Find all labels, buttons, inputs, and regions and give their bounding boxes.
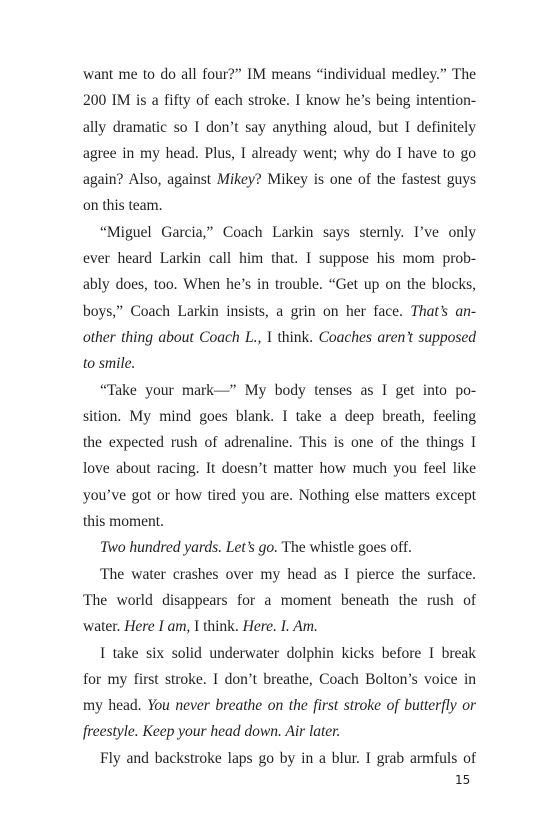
italic-text: Coaches aren’t supposed xyxy=(318,328,477,346)
text-run: I take six solid underwater dolphin kicks before I break xyxy=(100,644,476,662)
text-line xyxy=(83,351,476,377)
text-line xyxy=(83,509,476,535)
body-text xyxy=(83,62,476,772)
text-run: on this team. xyxy=(83,197,163,215)
text-run: Fly and backstroke laps go by in a blur. I grab armfuls of xyxy=(100,749,476,767)
text-line xyxy=(83,220,476,246)
text-run: ally dramatic so I don’t say anything aloud, but I definitely xyxy=(83,118,476,136)
text-line xyxy=(83,167,476,193)
italic-text: Two hundred yards. Let’s go. xyxy=(100,539,278,557)
text-line xyxy=(83,667,476,693)
text-run: you’ve got or how tired you are. Nothing else matters except xyxy=(83,486,476,504)
text-line xyxy=(83,641,476,667)
text-run: “Take your mark—” My body tenses as I get into po- xyxy=(100,381,476,399)
italic-text: Here I am, xyxy=(124,618,191,636)
text-line xyxy=(83,483,476,509)
text-run: this moment. xyxy=(83,513,164,531)
text-line xyxy=(83,299,476,325)
text-run: again? Also, against xyxy=(83,171,217,189)
text-run: The water crashes over my head as I pierce the surface. xyxy=(100,565,476,583)
text-line xyxy=(83,535,476,561)
text-run: for my first stroke. I don’t breathe, Coach Bolton’s voice in xyxy=(83,670,476,688)
text-run: love about racing. It doesn’t matter how much you feel like xyxy=(83,460,476,478)
text-line xyxy=(83,62,476,88)
italic-text: You never breathe on the first stroke of butterfly or xyxy=(147,697,477,715)
text-run: ? Mikey is one of the fastest guys xyxy=(254,171,476,189)
italic-text: Mikey xyxy=(216,171,255,189)
italic-text: Here. I. Am. xyxy=(242,618,318,636)
text-line xyxy=(83,456,476,482)
text-run: sition. My mind goes blank. I take a deep breath, feeling xyxy=(83,407,476,425)
italic-text: to smile. xyxy=(83,355,136,373)
text-run: my head. xyxy=(83,697,148,715)
text-line xyxy=(83,246,476,272)
text-line xyxy=(83,404,476,430)
text-line xyxy=(83,588,476,614)
text-run: I think. xyxy=(190,618,243,636)
text-line xyxy=(83,693,476,719)
text-line xyxy=(83,378,476,404)
text-line xyxy=(83,115,476,141)
page-number: 15 xyxy=(455,773,471,787)
italic-text: other thing about Coach L., xyxy=(83,328,262,346)
text-line xyxy=(83,746,476,772)
text-run: ever heard Larkin call him that. I suppose his mom prob- xyxy=(83,250,476,268)
text-line xyxy=(83,141,476,167)
text-line xyxy=(83,614,476,640)
text-run: “Miguel Garcia,” Coach Larkin says sternly. I’ve only xyxy=(100,223,476,241)
text-run: The world disappears for a moment beneath the rush of xyxy=(83,591,476,609)
italic-text: That’s an- xyxy=(410,302,476,320)
text-run: ably does, too. When he’s in trouble. “Get up on the blocks, xyxy=(83,276,476,294)
italic-text: freestyle. Keep your head down. Air later. xyxy=(83,723,341,741)
text-run: boys,” Coach Larkin insists, a grin on her face. xyxy=(83,302,411,320)
text-run: 200 IM is a fifty of each stroke. I know he’s being intention- xyxy=(83,92,476,110)
text-line xyxy=(83,430,476,456)
text-line xyxy=(83,193,476,219)
text-line xyxy=(83,88,476,114)
text-line xyxy=(83,562,476,588)
text-line xyxy=(83,719,476,745)
text-run: I think. xyxy=(261,328,319,346)
text-run: agree in my head. Plus, I already went; why do I have to go xyxy=(83,144,476,162)
text-run: water. xyxy=(83,618,125,636)
text-run: want me to do all four?” IM means “individual medley.” The xyxy=(83,66,476,83)
text-line xyxy=(83,272,476,298)
text-run: the expected rush of adrenaline. This is one of the things I xyxy=(83,434,476,452)
text-line xyxy=(83,325,476,351)
text-run: The whistle goes off. xyxy=(277,539,412,557)
